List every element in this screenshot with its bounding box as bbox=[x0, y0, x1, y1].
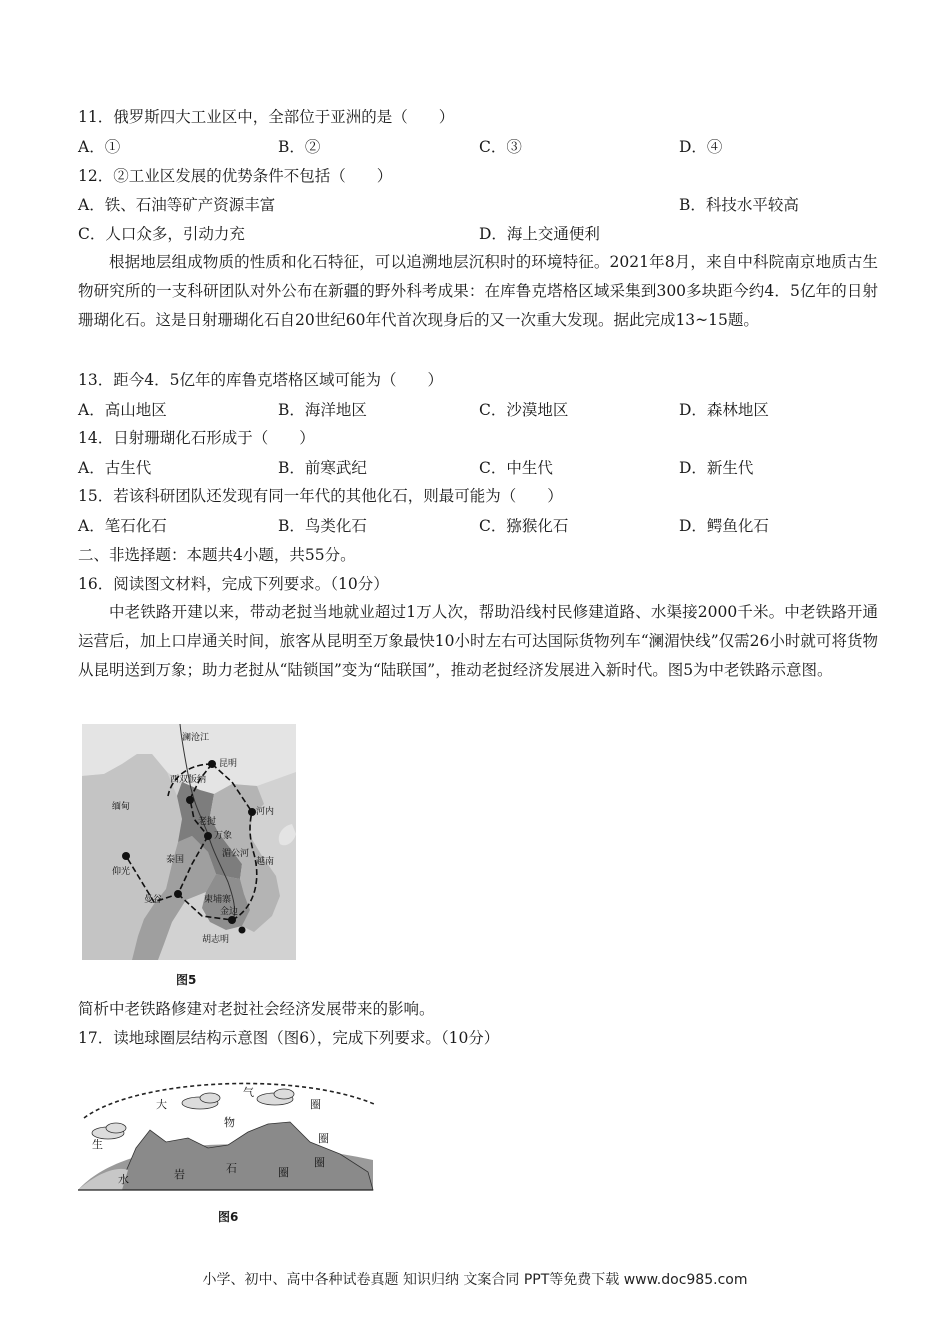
label-bio-1: 生 bbox=[92, 1138, 103, 1151]
map-label-cambodia: 柬埔寨 bbox=[204, 895, 232, 905]
map-label-vientiane: 万象 bbox=[214, 831, 233, 841]
q17-stem: 17．读地球圈层结构示意图（图6），完成下列要求。（10分） bbox=[78, 1029, 500, 1047]
label-hydro-2: 圈 bbox=[314, 1156, 325, 1169]
map-label-myanmar: 缅甸 bbox=[112, 802, 131, 812]
map-label-yangon: 仰光 bbox=[112, 867, 131, 877]
label-hydro-1: 水 bbox=[118, 1173, 129, 1186]
q12-stem: 12．②工业区发展的优势条件不包括（ ） bbox=[78, 167, 393, 185]
atmosphere-boundary bbox=[84, 1083, 374, 1118]
map-label-xishuangbanna: 西双版纳 bbox=[170, 775, 207, 785]
map-label-mekong: 湄公河 bbox=[222, 849, 250, 859]
map-label-kunming: 昆明 bbox=[219, 759, 238, 769]
earth-spheres-diagram bbox=[78, 1060, 378, 1195]
q14-option-d: D．新生代 bbox=[679, 459, 754, 477]
q13-option-d: D．森林地区 bbox=[679, 401, 769, 419]
label-bio-3: 圈 bbox=[318, 1132, 329, 1145]
map-label-vietnam: 越南 bbox=[256, 857, 275, 867]
q13-option-a: A．高山地区 bbox=[78, 401, 167, 419]
q11-option-b: B．② bbox=[278, 138, 321, 156]
map-label-hcmc: 胡志明 bbox=[202, 935, 230, 945]
q13-option-b: B．海洋地区 bbox=[278, 401, 367, 419]
map-label-hanoi: 河内 bbox=[256, 807, 275, 817]
passage-railway: 中老铁路开建以来，带动老挝当地就业超过1万人次，帮助沿线村民修建道路、水渠接2000千米。中老铁路开通运营后，加上口岸通关时间，旅客从昆明至万象最快10小时左右可达国际货物列车“澜湄快线”仅需26小时就可将货物从昆明送到万象；助力老挝从“陆锁国”变为“陆联国”，推动老挝经济发展进入新时代。图5为中老铁路示意图。 bbox=[78, 603, 878, 679]
label-litho-2: 石 bbox=[226, 1162, 237, 1175]
q15-stem: 15．若该科研团队还发现有同一年代的其他化石，则最可能为（ ） bbox=[78, 487, 563, 505]
q13-option-c: C．沙漠地区 bbox=[479, 401, 569, 419]
figure6-caption: 图6 bbox=[218, 1210, 239, 1224]
map-label-phnompenh: 金边 bbox=[220, 907, 239, 917]
q11-option-d: D．④ bbox=[679, 138, 723, 156]
label-atm-2: 气 bbox=[243, 1086, 254, 1099]
q15-option-d: D．鳄鱼化石 bbox=[679, 517, 769, 535]
map-label-lancang: 澜沧江 bbox=[182, 733, 210, 743]
q14-option-c: C．中生代 bbox=[479, 459, 553, 477]
page-footer: 小学、初中、高中各种试卷真题 知识归纳 文案合同 PPT等免费下载 www.doc985.com bbox=[202, 1272, 748, 1288]
q14-stem: 14．日射珊瑚化石形成于（ ） bbox=[78, 429, 315, 447]
label-litho-1: 岩 bbox=[174, 1168, 185, 1181]
map-label-thailand: 泰国 bbox=[166, 855, 185, 865]
label-bio-2: 物 bbox=[224, 1116, 235, 1129]
q12-option-b: B．科技水平较高 bbox=[679, 196, 799, 214]
q15-option-a: A．笔石化石 bbox=[78, 517, 167, 535]
label-atm-1: 大 bbox=[156, 1098, 167, 1111]
figure5-caption: 图5 bbox=[176, 973, 197, 987]
map-label-laos: 老挝 bbox=[198, 817, 217, 827]
map-label-bangkok: 曼谷 bbox=[144, 895, 163, 905]
q16-stem: 16．阅读图文材料，完成下列要求。（10分） bbox=[78, 575, 389, 593]
label-litho-3: 圈 bbox=[278, 1166, 289, 1179]
section-heading: 二、非选择题：本题共4小题，共55分。 bbox=[78, 546, 356, 564]
q12-option-c: C．人口众多，引动力充 bbox=[78, 225, 245, 243]
q13-stem: 13．距今4．5亿年的库鲁克塔格区域可能为（ ） bbox=[78, 371, 443, 389]
china-laos-railway-map bbox=[82, 724, 296, 960]
q11-option-a: A．① bbox=[78, 138, 121, 156]
passage-fossil: 根据地层组成物质的性质和化石特征，可以追溯地层沉积时的环境特征。2021年8月，来自中科院南京地质古生物研究所的一支科研团队对外公布在新疆的野外科考成果：在库鲁克塔格区域采集到300多块距今约4．5亿年的日射珊瑚化石。这是日射珊瑚化石自20世纪60年代首次现身后的又一次重大发现。据此完成13~15题。 bbox=[78, 253, 878, 329]
q14-option-a: A．古生代 bbox=[78, 459, 152, 477]
q15-option-c: C．猕猴化石 bbox=[479, 517, 569, 535]
landmass bbox=[118, 1122, 373, 1190]
q11-option-c: C．③ bbox=[479, 138, 522, 156]
q12-option-d: D．海上交通便利 bbox=[479, 225, 600, 243]
q15-option-b: B．鸟类化石 bbox=[278, 517, 367, 535]
q12-option-a: A．铁、石油等矿产资源丰富 bbox=[78, 196, 276, 214]
q11-stem: 11．俄罗斯四大工业区中，全部位于亚洲的是（ ） bbox=[78, 108, 455, 126]
q14-option-b: B．前寒武纪 bbox=[278, 459, 367, 477]
q16-question: 简析中老铁路修建对老挝社会经济发展带来的影响。 bbox=[78, 1000, 435, 1018]
label-atm-3: 圈 bbox=[310, 1098, 321, 1111]
